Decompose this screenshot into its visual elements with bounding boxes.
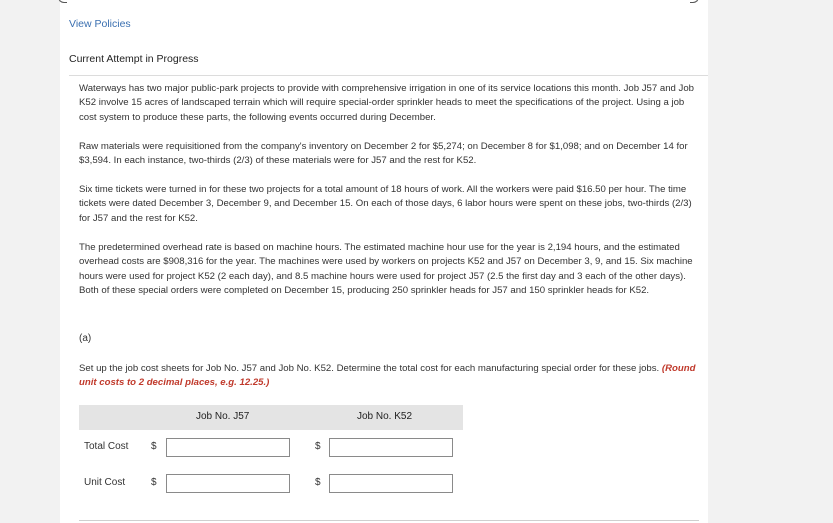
divider (69, 75, 708, 76)
part-label: (a) (79, 333, 92, 344)
column-header-j57: Job No. J57 (196, 411, 250, 422)
total-cost-label: Total Cost (84, 441, 129, 452)
currency-symbol: $ (151, 477, 157, 488)
currency-symbol: $ (315, 441, 321, 452)
problem-paragraph: Six time tickets were turned in for these two projects for a total amount of 18 hours of work. All the workers were paid $16.50 per hour. The time tickets were dated December 3, December 9, and December 15. On each of those days, 6 labor hours were spent on these jobs, two-thirds (2/3) for J57 and the rest for K52. (79, 184, 692, 224)
currency-symbol: $ (151, 441, 157, 452)
unit-cost-label: Unit Cost (84, 477, 126, 488)
problem-paragraph: The predetermined overhead rate is based on machine hours. The estimated machine hour use for the year is 2,194 hours, and the estimated overhead costs are $908,316 for the year. The machines were used by workers on projects K52 and J57 on December 3, 9, and 15. Six machine hours were used for project K52 (2 each day), and 8.5 machine hours were used for project J57 (2.5 the first day and 3 each of the other days). Both of these special orders were completed on December 15, producing 250 sprinkler heads for J57 and 150 sprinkler heads for K52. (79, 241, 693, 296)
problem-paragraph: Waterways has two major public-park projects to provide with comprehensive irrigation in one of its service locations this month. Job J57 and Job K52 involve 15 acres of landscaped terrain which will require special-order sprinkler heads to meet the specifications of the project. Using a job cost system to produce these parts, the following events occurred during December. (79, 83, 694, 123)
view-policies-link[interactable]: View Policies (69, 18, 131, 30)
instructions (79, 362, 699, 391)
rounding-note: (Round unit costs to 2 decimal places, e.g. 12.25.) (79, 363, 696, 389)
total-cost-j57-input[interactable] (166, 438, 290, 457)
problem-paragraph: Raw materials were requisitioned from the company's inventory on December 2 for $5,274; on December 8 for $1,098; and on December 14 for $3,594. In each instance, two-thirds (2/3) of these materials were for J57 and the rest for K52. (79, 140, 688, 167)
unit-cost-k52-input[interactable] (329, 474, 453, 493)
divider (79, 520, 699, 521)
attempt-title: Current Attempt in Progress (69, 53, 199, 65)
instruction-text: Set up the job cost sheets for Job No. J57 and Job No. K52. Determine the total cost for each manufacturing special order for these jobs. (79, 363, 660, 374)
problem-text (79, 82, 697, 313)
column-header-k52: Job No. K52 (357, 411, 413, 422)
total-cost-k52-input[interactable] (329, 438, 453, 457)
currency-symbol: $ (315, 477, 321, 488)
unit-cost-j57-input[interactable] (166, 474, 290, 493)
